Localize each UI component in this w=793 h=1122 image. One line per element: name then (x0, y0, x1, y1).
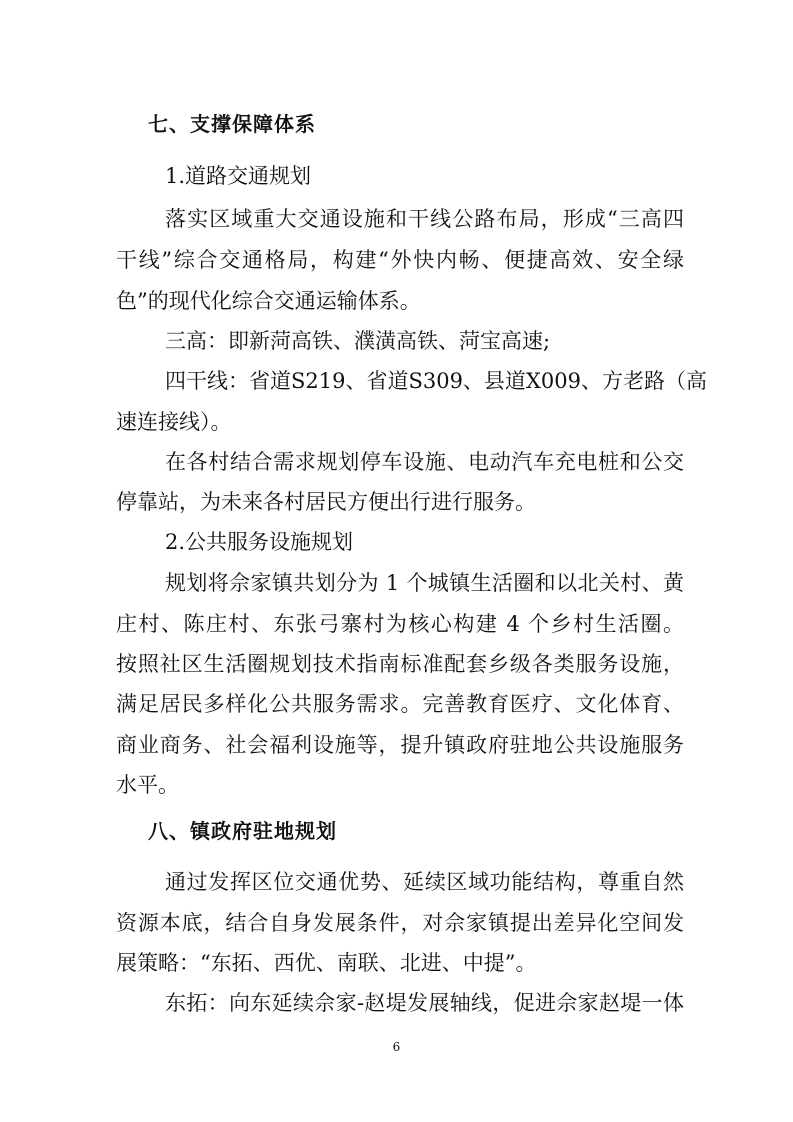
paragraph-line: 水平。 (116, 773, 179, 797)
paragraph-line: 停靠站，为未来各村居民方便出行进行服务。 (116, 490, 536, 514)
paragraph-line: 在各村结合需求规划停车设施、电动汽车充电桩和公交 (165, 450, 684, 474)
subsection-heading-public-service: 2.公共服务设施规划 (165, 530, 354, 554)
paragraph-line: 满足居民多样化公共服务需求。完善教育医疗、文化体育、 (116, 692, 684, 716)
paragraph-line: 色”的现代化综合交通运输体系。 (116, 289, 421, 313)
subsection-heading-road-traffic: 1.道路交通规划 (165, 164, 312, 188)
paragraph-line: 资源本底，结合自身发展条件，对佘家镇提出差异化空间发 (116, 911, 684, 935)
paragraph-line: 展策略：“东拓、西优、南联、北进、中提”。 (116, 951, 537, 975)
paragraph-line: 规划将佘家镇共划分为 1 个城镇生活圈和以北关村、黄 (165, 571, 684, 595)
paragraph-line: 通过发挥区位交通优势、延续区域功能结构，尊重自然 (165, 870, 684, 894)
paragraph-line: 按照社区生活圈规划技术指南标准配套乡级各类服务设施， (116, 652, 684, 676)
section-heading-8: 八、镇政府驻地规划 (148, 819, 337, 843)
paragraph-line: 庄村、陈庄村、东张弓寨村为核心构建 4 个乡村生活圈。 (116, 612, 684, 636)
paragraph-line: 东拓：向东延续佘家-赵堤发展轴线，促进佘家赵堤一体 (165, 991, 684, 1015)
paragraph-line: 三高：即新菏高铁、濮潢高铁、菏宝高速; (165, 329, 551, 353)
page-number: 6 (392, 1040, 401, 1054)
paragraph-line: 四干线：省道S219、省道S309、县道X009、方老路（高 (165, 369, 707, 393)
paragraph-line: 落实区域重大交通设施和干线公路布局，形成“三高四 (165, 207, 684, 231)
paragraph-line: 速连接线）。 (116, 410, 232, 434)
section-heading-7: 七、支撑保障体系 (148, 112, 316, 136)
paragraph-line: 商业商务、社会福利设施等，提升镇政府驻地公共设施服务 (116, 733, 684, 757)
paragraph-line: 干线”综合交通格局，构建“外快内畅、便捷高效、安全绿 (116, 248, 684, 272)
